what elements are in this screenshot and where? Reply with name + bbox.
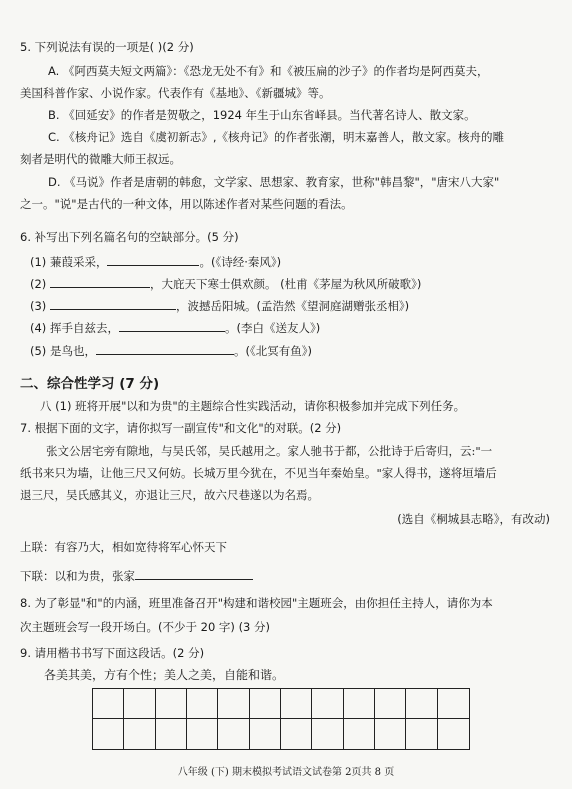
grid-cell[interactable] bbox=[93, 689, 124, 719]
q6-blank-1[interactable] bbox=[107, 254, 199, 266]
q5-option-a-line2: 美国科普作家、小说作家。代表作有《基地》、《新疆城》等。 bbox=[20, 86, 331, 100]
q9-stem: 9. 请用楷书书写下面这段话。(2 分) bbox=[20, 646, 205, 660]
q6-item-2 bbox=[30, 276, 421, 292]
grid-cell[interactable] bbox=[124, 689, 155, 719]
grid-cell[interactable] bbox=[375, 689, 406, 719]
grid-cell[interactable] bbox=[156, 689, 187, 719]
grid-cell[interactable] bbox=[344, 689, 375, 719]
q7-stem: 7. 根据下面的文字，请你拟写一副宣传"和文化"的对联。(2 分) bbox=[20, 421, 342, 435]
grid-cell[interactable] bbox=[281, 719, 312, 749]
q7-passage-line1: 张文公居宅旁有隙地，与吴氏邻，吴氏越用之。家人驰书于都，公批诗于后寄归，云:"一 bbox=[46, 444, 493, 458]
q6-item-4-suffix: 。(李白《送友人》) bbox=[224, 321, 321, 335]
q7-lower-blank[interactable] bbox=[135, 568, 253, 580]
q6-blank-5[interactable] bbox=[96, 343, 234, 355]
grid-cell[interactable] bbox=[281, 689, 312, 719]
grid-cell[interactable] bbox=[187, 689, 218, 719]
grid-cell[interactable] bbox=[312, 719, 343, 749]
grid-cell[interactable] bbox=[93, 719, 124, 749]
grid-cell[interactable] bbox=[375, 719, 406, 749]
grid-cell[interactable] bbox=[250, 689, 281, 719]
section-2-intro: 八 (1) 班将开展"以和为贵"的主题综合性实践活动，请你积极参加并完成下列任务。 bbox=[40, 399, 466, 413]
q5-option-d-line1: D. 《马说》作者是唐朝的韩愈，文学家、思想家、教育家，世称"韩昌黎"，"唐宋八大家" bbox=[48, 175, 500, 189]
grid-cell[interactable] bbox=[187, 719, 218, 749]
q7-lower-couplet-text: 下联：以和为贵，张家 bbox=[20, 569, 135, 583]
q5-stem: 5. 下列说法有误的一项是( )(2 分) bbox=[20, 40, 194, 54]
q6-item-5-prefix: (5) 是鸟也， bbox=[30, 344, 96, 358]
q6-item-1-suffix: 。(《诗经·秦风》) bbox=[199, 255, 282, 269]
grid-cell[interactable] bbox=[250, 719, 281, 749]
q5-option-a-line1: A. 《阿西莫夫短文两篇》：《恐龙无处不有》和《被压扁的沙子》的作者均是阿西莫夫， bbox=[48, 64, 489, 78]
q6-blank-3[interactable] bbox=[50, 298, 176, 310]
q6-item-1 bbox=[30, 254, 281, 270]
q6-item-1-prefix: (1) 蒹葭采采， bbox=[30, 255, 108, 269]
q6-item-2-suffix: ，大庇天下寒士俱欢颜。 (杜甫《茅屋为秋风所破歌》) bbox=[149, 277, 422, 291]
q6-item-4-prefix: (4) 挥手自兹去， bbox=[30, 321, 119, 335]
q8-line1: 8. 为了彰显"和"的内涵，班里准备召开"构建和谐校园"主题班会，由你担任主持人，请你为本 bbox=[20, 596, 493, 610]
q5-option-c-line1: C. 《核舟记》选自《虞初新志》,《核舟记》的作者张潮，明末嘉善人，散文家。核舟的雕 bbox=[48, 130, 504, 144]
grid-cell[interactable] bbox=[344, 719, 375, 749]
q5-option-c-line2: 刻者是明代的微雕大师王叔远。 bbox=[20, 152, 181, 166]
q6-item-5-suffix: 。(《北冥有鱼》) bbox=[233, 344, 312, 358]
q6-item-3 bbox=[30, 298, 409, 314]
handwriting-grid[interactable] bbox=[92, 688, 470, 750]
grid-cell[interactable] bbox=[156, 719, 187, 749]
q6-item-3-suffix: ，波撼岳阳城。(孟浩然《望洞庭湖赠张丞相》) bbox=[175, 299, 410, 313]
q7-source: (选自《桐城县志略》，有改动) bbox=[397, 512, 550, 526]
q6-item-4 bbox=[30, 320, 320, 336]
q5-option-d-line2: 之一。"说"是古代的一种文体，用以陈述作者对某些问题的看法。 bbox=[20, 197, 353, 211]
q5-option-b: B. 《回延安》的作者是贺敬之，1924 年生于山东省峄县。当代著名诗人、散文家。 bbox=[48, 108, 476, 122]
q7-passage-line2: 纸书来只为墙，让他三尺又何妨。长城万里今犹在，不见当年秦始皇。"家人得书，遂将垣墙后 bbox=[20, 466, 497, 480]
q7-passage-line3: 退三尺，吴氏感其义，亦退让三尺，故六尺巷遂以为名焉。 bbox=[20, 488, 319, 502]
grid-cell[interactable] bbox=[438, 719, 469, 749]
q7-upper-couplet: 上联：有容乃大，相如宽待将军心怀天下 bbox=[20, 540, 227, 554]
grid-cell[interactable] bbox=[124, 719, 155, 749]
q9-text: 各美其美，方有个性；美人之美，自能和谐。 bbox=[44, 668, 285, 682]
grid-cell[interactable] bbox=[218, 719, 249, 749]
q6-item-5 bbox=[30, 343, 312, 359]
q6-item-2-prefix: (2) bbox=[30, 277, 47, 291]
q7-lower-couplet bbox=[20, 568, 253, 584]
page-footer: 八年级 (下) 期末模拟考试语文试卷第 2页共 8 页 bbox=[177, 767, 395, 778]
grid-cell[interactable] bbox=[406, 719, 437, 749]
q6-stem: 6. 补写出下列名篇名句的空缺部分。(5 分) bbox=[20, 230, 239, 244]
q8-line2: 次主题班会写一段开场白。(不少于 20 字) (3 分) bbox=[20, 620, 271, 634]
grid-cell[interactable] bbox=[438, 689, 469, 719]
grid-cell[interactable] bbox=[312, 689, 343, 719]
q6-item-3-prefix: (3) bbox=[30, 299, 47, 313]
grid-cell[interactable] bbox=[406, 689, 437, 719]
section-2-heading: 二、综合性学习 (7 分) bbox=[20, 376, 160, 392]
grid-cell[interactable] bbox=[218, 689, 249, 719]
q6-blank-4[interactable] bbox=[119, 320, 225, 332]
q6-blank-2[interactable] bbox=[50, 276, 150, 288]
